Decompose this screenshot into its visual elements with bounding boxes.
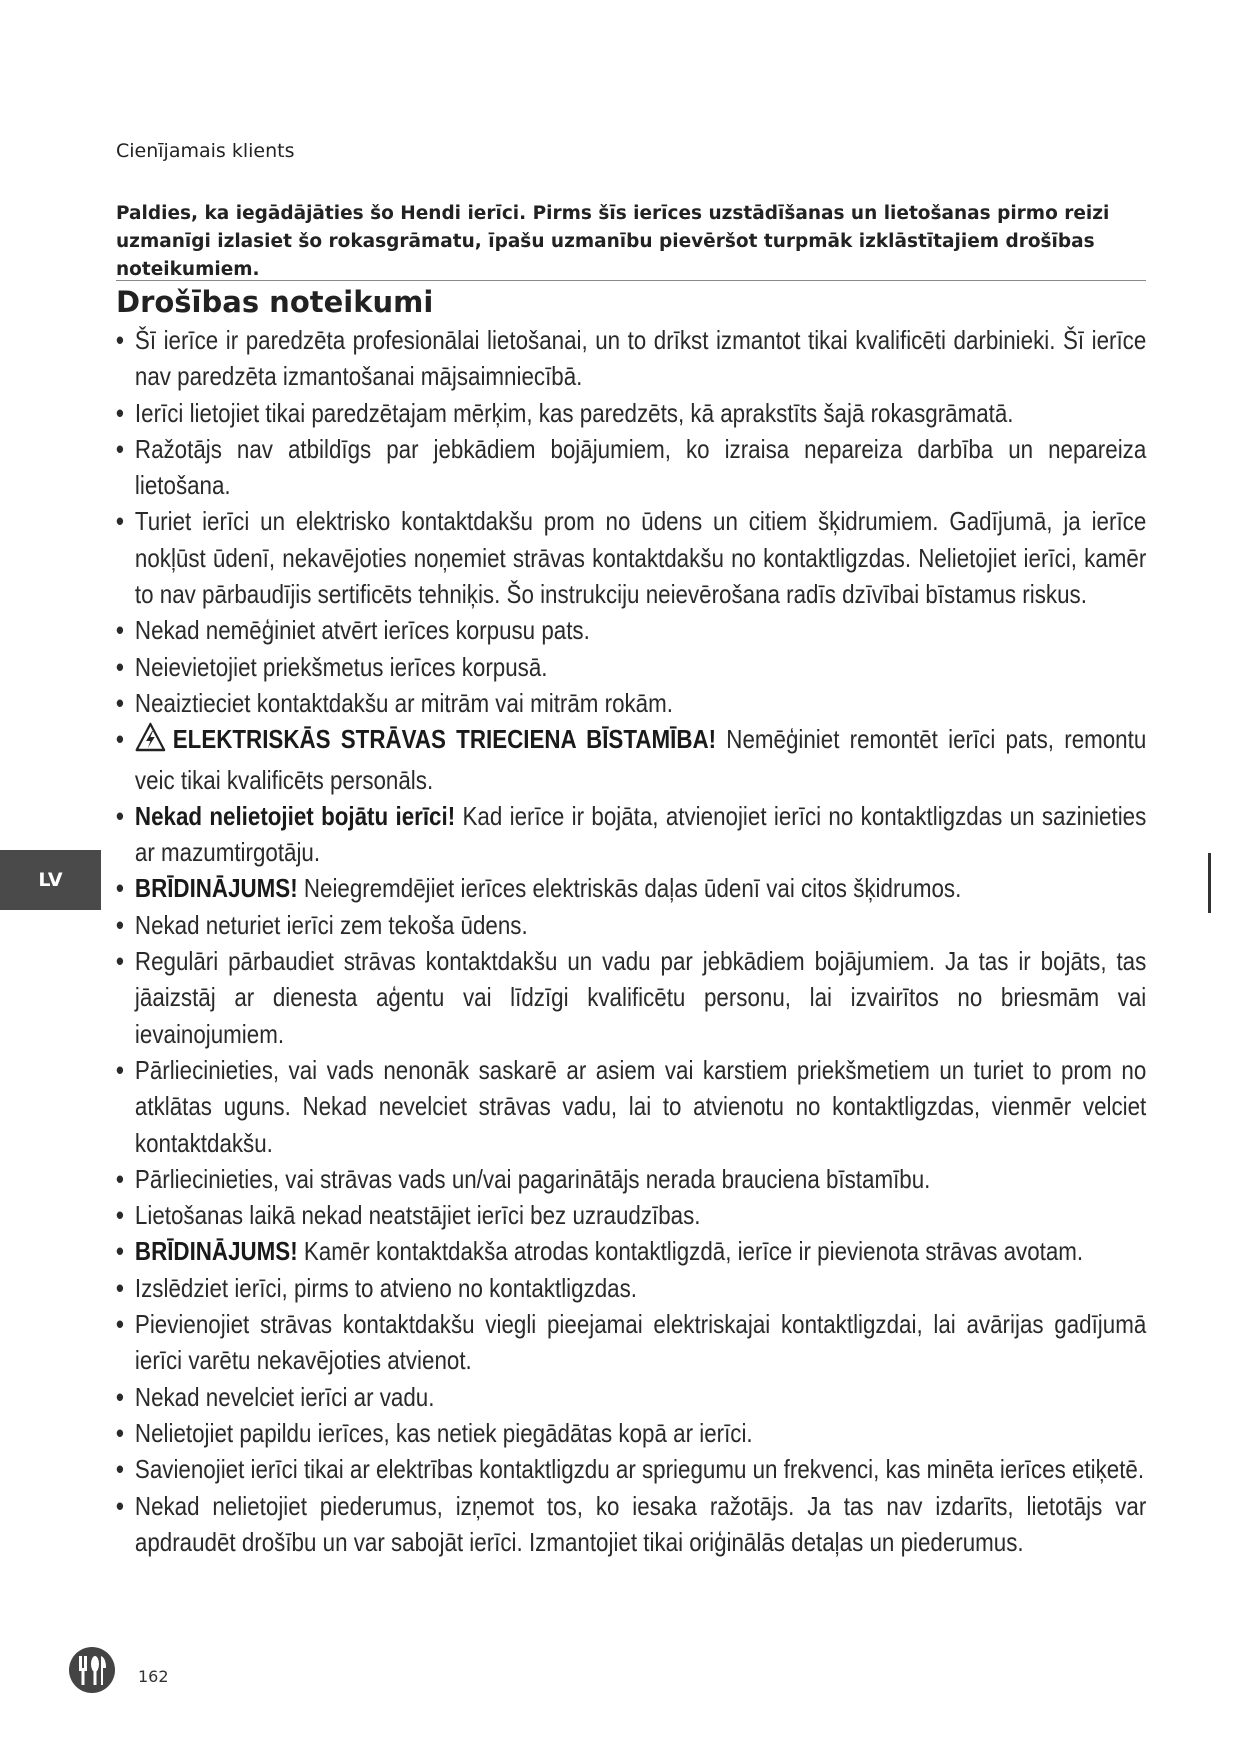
safety-rule — [116, 503, 1146, 612]
rule-text: Šī ierīce ir paredzēta profesionālai lietošanai, un to drīkst izmantot tikai kvalificēti darbinieki. Šī ierīce nav paredzēta izmantošanai mājsaimniecībā. — [134, 325, 1147, 392]
rule-text: Kamēr kontaktdakša atrodas kontaktligzdā, ierīce ir pievienota strāvas avotam. — [297, 1236, 1084, 1267]
bullet: • — [116, 325, 124, 355]
bullet: • — [116, 651, 124, 682]
safety-rule — [116, 1052, 1146, 1161]
safety-rule — [116, 1270, 1146, 1306]
bullet: • — [116, 1381, 124, 1412]
bullet: • — [116, 687, 124, 718]
rule-text: Lietošanas laikā nekad neatstājiet ierīci bez uzraudzības. — [134, 1200, 701, 1231]
rule-text: Nekad neturiet ierīci zem tekoša ūdens. — [134, 909, 528, 940]
bullet: • — [116, 397, 124, 428]
page-edge-mark — [1208, 853, 1211, 913]
safety-rule — [116, 1233, 1146, 1269]
greeting: Cienījamais klients — [116, 140, 295, 162]
section-divider — [116, 280, 1146, 281]
safety-rule — [116, 1488, 1146, 1561]
rule-text: Neievietojiet priekšmetus ierīces korpusā. — [134, 651, 548, 682]
rule-text: Nelietojiet papildu ierīces, kas netiek piegādātas kopā ar ierīci. — [134, 1417, 753, 1448]
rule-text: Nekad nelietojiet piederumus, izņemot tos, ko iesaka ražotājs. Ja tas nav izdarīts, lietotājs var apdraudēt drošību un var sabojāt ierīci. Izmantojiet tikai oriģinālās detaļas un piederumus. — [134, 1490, 1147, 1557]
rule-text: Pievienojiet strāvas kontaktdakšu viegli pieejamai elektriskajai kontaktligzdai, lai avārijas gadījumā ierīci varētu nekavējoties atvienot. — [134, 1309, 1147, 1376]
bullet: • — [116, 724, 124, 755]
rule-text: Ierīci lietojiet tikai paredzētajam mērķim, kas paredzēts, kā aprakstīts šajā rokasgrāmatā. — [134, 397, 1014, 428]
bullet: • — [116, 1417, 124, 1448]
rule-text: Nekad nevelciet ierīci ar vadu. — [134, 1381, 435, 1412]
safety-rule — [116, 612, 1146, 648]
rule-text: Nemēģiniet remontēt ierīci pats, remontu veic tikai kvalificēts personāls. — [134, 724, 1147, 795]
safety-rules-list — [116, 322, 1146, 1560]
rule-text: Kad ierīce ir bojāta, atvienojiet ierīci no kontaktligzdas un sazinieties ar mazumtirgotāju. — [134, 800, 1147, 868]
safety-rule — [116, 685, 1146, 721]
electric-hazard-warning-icon — [135, 722, 166, 761]
safety-rule — [116, 1306, 1146, 1379]
bullet: • — [116, 946, 124, 977]
bullet: • — [116, 909, 124, 940]
safety-rule — [116, 322, 1146, 395]
safety-rule — [116, 721, 1146, 798]
rule-text: Savienojiet ierīci tikai ar elektrības kontaktligzdu ar spriegumu un frekvenci, kas minēta ierīces etiķetē. — [134, 1454, 1145, 1485]
rule-text: Ražotājs nav atbildīgs par jebkādiem bojājumiem, ko izraisa nepareiza darbība un nepareiza lietošana. — [134, 433, 1147, 501]
rule-text: Izslēdziet ierīci, pirms to atvieno no kontaktligzdas. — [134, 1272, 638, 1303]
bullet: • — [116, 1454, 124, 1485]
intro-paragraph: Paldies, ka iegādājāties šo Hendi ierīci. Pirms šīs ierīces uzstādīšanas un lietošanas pirmo reizi uzmanīgi izlasiet šo rokasgrāmatu, īpašu uzmanību pievēršot turpmāk izklāstītajiem drošības noteikumiem. — [116, 203, 1110, 280]
bullet: • — [116, 1163, 124, 1194]
safety-rule — [116, 1415, 1146, 1451]
rule-text: Turiet ierīci un elektrisko kontaktdakšu prom no ūdens un citiem šķidrumiem. Gadījumā, ja ierīce nokļūst ūdenī, nekavējoties noņemiet strāvas kontaktdakšu no kontaktligzdas. Nelietojiet ierīci, kamēr to nav pārbaudījis sertificēts tehniķis. Šo instrukciju neievērošana radīs dzīvībai bīstamus riskus. — [134, 506, 1147, 610]
bullet: • — [116, 1490, 124, 1521]
bullet: • — [116, 1272, 124, 1303]
rule-text: Pārliecinieties, vai vads nenonāk saskarē ar asiem vai karstiem priekšmetiem un turiet to prom no atklātas uguns. Nekad nevelciet strāvas vadu, lai to atvienotu no kontaktligzdas, vienmēr velciet kontaktdakšu. — [134, 1054, 1147, 1158]
bullet: • — [116, 1054, 124, 1085]
hendi-cutlery-logo-icon — [68, 1646, 116, 1698]
safety-rule — [116, 1379, 1146, 1415]
safety-rule — [116, 1161, 1146, 1197]
rule-text: Nekad nemēģiniet atvērt ierīces korpusu pats. — [134, 615, 590, 646]
rule-text: Regulāri pārbaudiet strāvas kontaktdakšu un vadu par jebkādiem bojājumiem. Ja tas ir bojāts, tas jāaizstāj ar dienesta aģentu vai līdzīgi kvalificētu personu, lai izvairītos no briesmām vai ievainojumiem. — [134, 946, 1147, 1049]
safety-rule — [116, 1451, 1146, 1487]
safety-rule — [116, 870, 1146, 906]
rule-text: Pārliecinieties, vai strāvas vads un/vai pagarinātājs nerada brauciena bīstamību. — [134, 1163, 931, 1194]
rule-bold-lead: ELEKTRISKĀS STRĀVAS TRIECIENA BĪSTAMĪBA! — [172, 724, 717, 755]
section-heading: Drošības noteikumi — [116, 285, 434, 319]
rule-text: Neaiztieciet kontaktdakšu ar mitrām vai mitrām rokām. — [134, 687, 673, 718]
bullet: • — [116, 1200, 124, 1231]
rule-text: Neiegremdējiet ierīces elektriskās daļas ūdenī vai citos šķidrumos. — [297, 873, 962, 904]
bullet: • — [116, 1309, 124, 1340]
rule-bold-lead: BRĪDINĀJUMS! — [134, 1236, 298, 1267]
bullet: • — [116, 873, 124, 904]
bullet: • — [116, 800, 124, 831]
bullet: • — [116, 1236, 124, 1267]
safety-rule — [116, 649, 1146, 685]
safety-rule — [116, 907, 1146, 943]
rule-bold-lead: Nekad nelietojiet bojātu ierīci! — [134, 800, 456, 831]
page-number: 162 — [138, 1667, 169, 1686]
safety-rule — [116, 395, 1146, 431]
safety-rule — [116, 1197, 1146, 1233]
safety-rule — [116, 431, 1146, 504]
bullet: • — [116, 506, 124, 537]
safety-rule — [116, 943, 1146, 1052]
language-tab: LV — [0, 850, 101, 910]
bullet: • — [116, 615, 124, 646]
bullet: • — [116, 433, 124, 464]
safety-rule — [116, 798, 1146, 871]
rule-bold-lead: BRĪDINĀJUMS! — [134, 873, 298, 904]
